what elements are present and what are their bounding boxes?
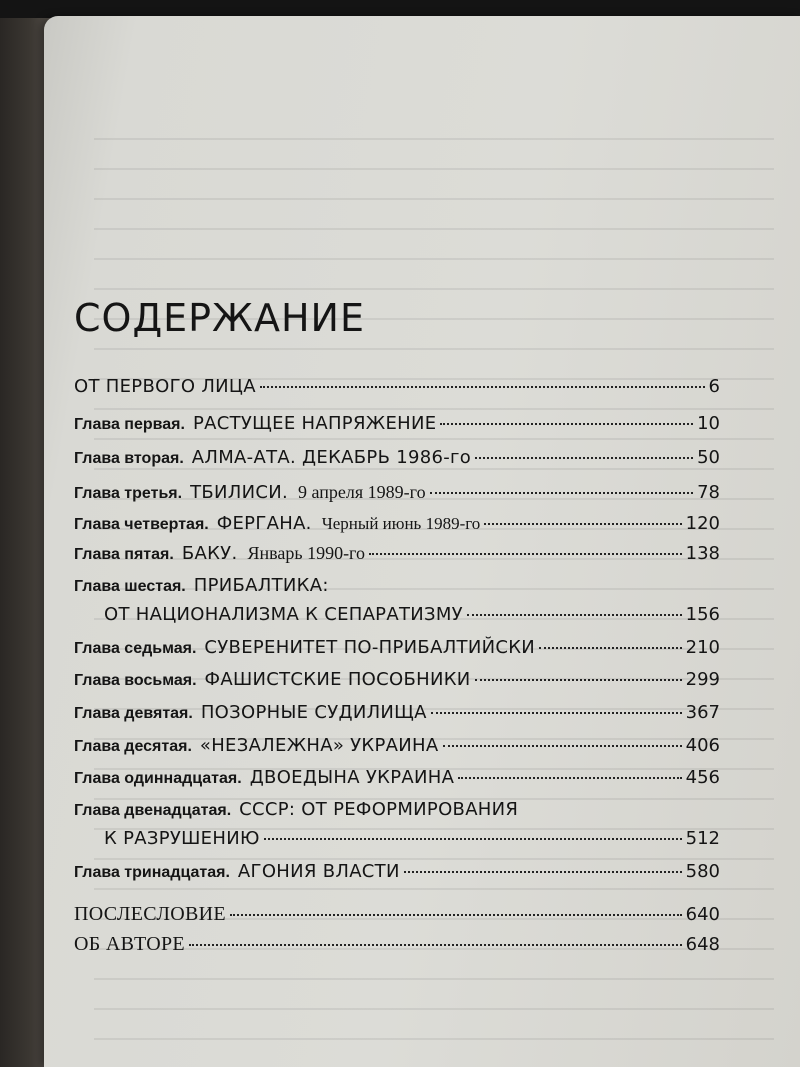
toc-entry-chapter-3[interactable] — [74, 482, 720, 508]
chapter-label: Глава двенадцатая. — [74, 802, 232, 819]
leader-dots — [430, 492, 693, 494]
entry-title: СУВЕРЕНИТЕТ ПО-ПРИБАЛТИЙСКИ — [204, 637, 536, 658]
toc-entry-chapter-1[interactable] — [74, 413, 720, 439]
toc-entry-chapter-12-continued[interactable] — [104, 828, 720, 854]
chapter-label: Глава первая. — [74, 416, 185, 433]
leader-dots — [404, 871, 682, 873]
leader-dots — [458, 777, 681, 779]
entry-page: 406 — [685, 735, 720, 756]
entry-title: ДВОЕДЫНА УКРАИНА — [249, 767, 455, 788]
leader-dots — [440, 423, 693, 425]
entry-page: 299 — [685, 669, 720, 690]
toc-entry-chapter-8[interactable] — [74, 669, 720, 695]
chapter-label: Глава шестая. — [74, 578, 186, 595]
toc-entry-chapter-6-continued[interactable] — [104, 604, 720, 630]
entry-page: 367 — [685, 702, 720, 723]
entry-title: ПОСЛЕСЛОВИЕ — [74, 903, 226, 925]
toc-entry-chapter-7[interactable] — [74, 637, 720, 663]
toc-entry-chapter-6[interactable] — [74, 575, 720, 601]
entry-page: 648 — [685, 934, 720, 955]
leader-dots — [475, 457, 693, 459]
leader-dots — [467, 614, 682, 616]
chapter-label: Глава седьмая. — [74, 640, 197, 657]
entry-subtitle: Январь 1990-го — [247, 543, 365, 563]
toc-entry-chapter-10[interactable] — [74, 735, 720, 761]
entry-page: 78 — [697, 482, 720, 503]
toc-entry-preface[interactable] — [74, 376, 720, 402]
chapter-label: Глава четвертая. — [74, 516, 209, 533]
toc-entry-chapter-11[interactable] — [74, 767, 720, 793]
chapter-label: Глава пятая. — [74, 546, 174, 563]
entry-page: 456 — [685, 767, 720, 788]
leader-dots — [484, 523, 681, 525]
toc-entry-chapter-12[interactable] — [74, 799, 720, 825]
entry-subtitle: Черный июнь 1989-го — [321, 514, 481, 533]
leader-dots — [189, 944, 682, 946]
entry-title: АЛМА-АТА. ДЕКАБРЬ 1986-го — [191, 447, 472, 468]
chapter-label: Глава вторая. — [74, 450, 184, 467]
chapter-label: Глава одиннадцатая. — [74, 770, 242, 787]
chapter-label: Глава восьмая. — [74, 672, 197, 689]
toc-heading: СОДЕРЖАНИЕ — [74, 296, 365, 340]
entry-title: К РАЗРУШЕНИЮ — [104, 828, 260, 849]
entry-title: ОБ АВТОРЕ — [74, 933, 185, 955]
entry-title: «НЕЗАЛЕЖНА» УКРАИНА — [199, 735, 439, 756]
toc-entry-chapter-9[interactable] — [74, 702, 720, 728]
toc-entry-chapter-5[interactable] — [74, 543, 720, 569]
toc-entry-chapter-4[interactable] — [74, 513, 720, 539]
entry-title: РАСТУЩЕЕ НАПРЯЖЕНИЕ — [192, 413, 437, 434]
leader-dots — [260, 386, 705, 388]
entry-title: БАКУ. — [181, 543, 238, 564]
entry-page: 640 — [685, 904, 720, 925]
entry-title: ОТ НАЦИОНАЛИЗМА К СЕПАРАТИЗМУ — [104, 604, 463, 625]
toc-entry-chapter-13[interactable] — [74, 861, 720, 887]
entry-page: 10 — [697, 413, 720, 434]
leader-dots — [264, 838, 682, 840]
chapter-label: Глава третья. — [74, 485, 183, 502]
entry-page: 50 — [697, 447, 720, 468]
toc-entry-afterword[interactable] — [74, 903, 720, 929]
toc-entry-about-author[interactable] — [74, 933, 720, 959]
leader-dots — [443, 745, 682, 747]
leader-dots — [369, 553, 682, 555]
leader-dots — [431, 712, 682, 714]
chapter-label: Глава тринадцатая. — [74, 864, 230, 881]
entry-title: ФАШИСТСКИЕ ПОСОБНИКИ — [204, 669, 471, 690]
entry-title: ФЕРГАНА. — [216, 513, 312, 534]
leader-dots — [230, 914, 682, 916]
book-spine-shadow — [0, 18, 50, 1067]
chapter-label: Глава девятая. — [74, 705, 193, 722]
entry-title: ПОЗОРНЫЕ СУДИЛИЩА — [200, 702, 427, 723]
entry-title: ТБИЛИСИ. — [190, 482, 289, 503]
entry-page: 138 — [685, 543, 720, 564]
toc-entry-chapter-2[interactable] — [74, 447, 720, 473]
chapter-label: Глава десятая. — [74, 738, 192, 755]
entry-title: ПРИБАЛТИКА: — [193, 575, 329, 596]
entry-page: 6 — [708, 376, 720, 397]
entry-page: 120 — [685, 513, 720, 534]
leader-dots — [475, 679, 682, 681]
entry-page: 210 — [685, 637, 720, 658]
entry-page: 512 — [685, 828, 720, 849]
entry-page: 156 — [685, 604, 720, 625]
entry-page: 580 — [685, 861, 720, 882]
entry-title: СССР: ОТ РЕФОРМИРОВАНИЯ — [239, 799, 519, 820]
entry-subtitle: 9 апреля 1989-го — [298, 482, 426, 502]
entry-title: ОТ ПЕРВОГО ЛИЦА — [74, 376, 256, 397]
entry-title: АГОНИЯ ВЛАСТИ — [237, 861, 400, 882]
leader-dots — [539, 647, 682, 649]
